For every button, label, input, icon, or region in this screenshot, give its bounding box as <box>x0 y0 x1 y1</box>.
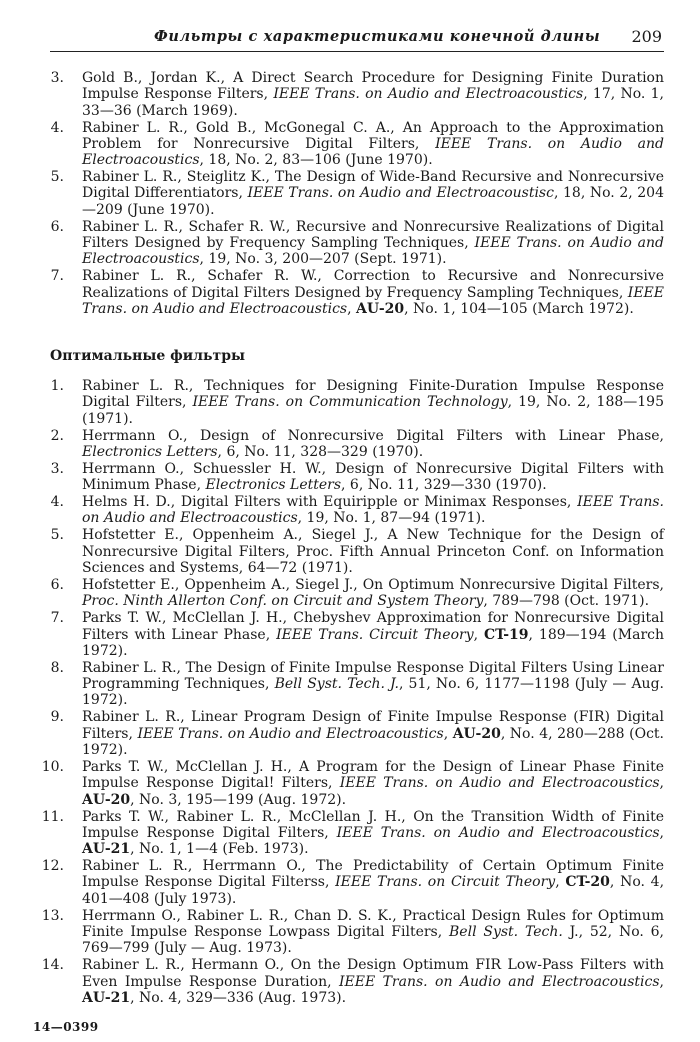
reference-fragment: Rabiner L. R., Gold B., McGonegal C. A., An Approach to the Approximation Problem for Nonrecursive Digital Filters, <box>82 119 664 152</box>
reference-fragment: Rabiner L. R., Linear Program Design of Finite Impulse Response (FIR) Digital Filters, <box>82 709 664 742</box>
reference-text <box>82 709 664 758</box>
reference-text <box>82 461 664 493</box>
reference-item <box>30 858 664 907</box>
reference-fragment: Rabiner L. R., Herrmann O., The Predictability of Certain Optimum Finite Impulse Response Digital Filterss, <box>82 858 664 891</box>
reference-fragment: , <box>659 775 664 792</box>
reference-fragment: Hofstetter E., Oppenheim A., Siegel J., A New Technique for the Design of Nonrecursive Digital Filters, Proc. Fifth Annual Princeton Conf. on Information Sciences and Systems, 64—72 (1971). <box>82 527 664 577</box>
journal-title: IEEE Trans. on Audio and Electroacoustics <box>82 494 664 527</box>
reference-item <box>30 759 664 808</box>
journal-title: Bell Syst. Tech. J. <box>274 676 399 693</box>
reference-fragment: Herrmann O., Rabiner L. R., Chan D. S. K., Practical Design Rules for Optimum Finite Impulse Response Lowpass Digital Filters, <box>82 907 664 941</box>
reference-number: 4. <box>50 119 64 136</box>
reference-fragment: , 19, No. 2, 188—195 (1971). <box>82 394 664 427</box>
journal-title: Proc. Ninth Allerton Conf. on Circuit and System Theory <box>82 593 484 610</box>
reference-item <box>30 461 664 494</box>
volume-label: AU-21 <box>82 841 131 858</box>
section-heading: Оптимальные фильтры <box>50 348 246 364</box>
reference-number: 7. <box>50 610 64 627</box>
reference-text <box>82 120 664 169</box>
reference-fragment: , 18, No. 2, 204—209 (June 1970). <box>82 185 664 218</box>
reference-item <box>30 378 664 427</box>
journal-title: IEEE Trans. Circuit Theory <box>276 626 474 643</box>
reference-number: 5. <box>50 169 64 186</box>
volume-label: CT-19 <box>484 626 529 643</box>
reference-number: 4. <box>50 494 64 511</box>
journal-title: Electronics Letters <box>82 443 218 460</box>
volume-label: AU-20 <box>356 300 405 317</box>
reference-number: 13. <box>41 907 64 924</box>
reference-fragment: , <box>659 973 664 990</box>
reference-item <box>30 908 664 957</box>
reference-text <box>82 219 664 268</box>
reference-number: 1. <box>50 378 64 394</box>
reference-number: 9. <box>50 709 64 726</box>
reference-text <box>82 70 664 119</box>
reference-item <box>30 70 664 119</box>
reference-fragment: Parks T. W., McClellan J. H., Chebyshev Approximation for Nonrecursive Digital Filters with Linear Phase, <box>82 610 664 643</box>
reference-list-continued <box>30 70 664 318</box>
reference-fragment: Herrmann O., Design of Nonrecursive Digital Filters with Linear Phase, <box>82 427 664 444</box>
reference-fragment: , No. 1, 1—4 (Feb. 1973). <box>130 841 309 858</box>
reference-fragment: J., 52, No. 6, 769—799 (July — Aug. 1973). <box>82 924 664 957</box>
reference-text <box>82 169 664 218</box>
reference-text <box>82 494 664 526</box>
reference-number: 3. <box>50 460 64 477</box>
reference-fragment: , No. 4, 401—408 (July 1973). <box>82 874 665 907</box>
reference-fragment: Rabiner L. R., Techniques for Designing Finite-Duration Impulse Response Digital Filters, <box>82 378 664 411</box>
reference-text <box>82 577 664 609</box>
volume-label: AU-21 <box>82 989 131 1006</box>
reference-number: 6. <box>50 577 64 593</box>
reference-text <box>82 378 664 427</box>
reference-number: 8. <box>50 659 64 676</box>
reference-item <box>30 120 664 169</box>
reference-fragment: , 6, No. 11, 328—329 (1970). <box>217 443 424 460</box>
reference-fragment: Gold B., Jordan K., A Direct Search Procedure for Designing Finite Duration Impulse Response Filters, <box>82 70 664 103</box>
journal-title: Bell Syst. Tech. <box>449 924 563 941</box>
volume-label: AU-20 <box>82 791 131 808</box>
journal-title: IEEE Trans. on Audio and Electroacoustics <box>336 824 660 841</box>
reference-number: 2. <box>50 427 64 444</box>
page-number: 209 <box>631 27 662 46</box>
reference-number: 14. <box>41 957 64 974</box>
journal-title: IEEE Trans. on Audio and Electroacoustisc <box>247 185 554 202</box>
journal-title: IEEE Trans. on Audio and Electroacoustics <box>273 86 584 103</box>
reference-item <box>30 494 664 527</box>
reference-item <box>30 957 664 1006</box>
reference-fragment: , <box>347 300 357 317</box>
reference-item <box>30 268 664 317</box>
reference-text <box>82 268 664 317</box>
reference-item <box>30 709 664 758</box>
reference-fragment: Rabiner L. R., The Design of Finite Impulse Response Digital Filters Using Linear Programming Techniques, <box>82 659 664 693</box>
reference-fragment: , No. 3, 195—199 (Aug. 1972). <box>130 791 347 808</box>
reference-fragment: , <box>443 725 453 742</box>
reference-fragment: Helms H. D., Digital Filters with Equiripple or Minimax Responses, <box>82 494 578 511</box>
reference-text <box>82 428 664 460</box>
reference-number: 6. <box>50 218 64 235</box>
reference-fragment: , 17, No. 1, 33—36 (March 1969). <box>82 86 664 119</box>
reference-fragment: , No. 1, 104—105 (March 1972). <box>404 300 634 317</box>
journal-title: Electronics Letters <box>205 477 342 494</box>
running-header <box>50 25 664 52</box>
reference-text <box>82 858 664 907</box>
reference-fragment: , No. 4, 329—336 (Aug. 1973). <box>130 989 347 1006</box>
reference-fragment: , <box>555 874 566 891</box>
reference-item <box>30 428 664 461</box>
reference-fragment: , 51, No. 6, 1177—1198 (July — Aug. 1972). <box>82 676 664 709</box>
reference-item <box>30 660 664 709</box>
journal-title: IEEE Trans. on Audio and Electroacoustics <box>82 235 664 268</box>
reference-fragment: Herrmann O., Schuessler H. W., Design of Nonrecursive Digital Filters with Minimum Phase, <box>82 460 664 494</box>
reference-item <box>30 169 664 218</box>
journal-title: IEEE Trans. on Communication Technology <box>192 394 508 411</box>
reference-number: 5. <box>50 527 64 544</box>
reference-number: 12. <box>41 858 64 875</box>
reference-item <box>30 610 664 659</box>
running-title: Фильтры с характеристиками конечной длины <box>154 28 601 45</box>
reference-text <box>82 610 664 659</box>
reference-item <box>30 809 664 858</box>
reference-text <box>82 957 664 1006</box>
reference-list-optimal-filters <box>30 378 664 1007</box>
reference-fragment: , 18, No. 2, 83—106 (June 1970). <box>199 152 433 169</box>
reference-number: 7. <box>50 268 64 285</box>
journal-title: IEEE Trans. on Circuit Theory <box>335 874 556 891</box>
reference-number: 3. <box>50 70 64 86</box>
reference-text <box>82 809 664 858</box>
printer-signature: 14—0399 <box>33 1020 99 1034</box>
reference-text <box>82 527 664 576</box>
reference-fragment: , 789—798 (Oct. 1971). <box>483 593 650 610</box>
reference-text <box>82 759 664 808</box>
reference-fragment: , 19, No. 3, 200—207 (Sept. 1971). <box>199 251 447 268</box>
reference-fragment: Rabiner L. R., Schafer R. W., Correction to Recursive and Nonrecursive Realizations of Digital Filters Designed by Frequency Sampling Techniques, <box>82 268 664 301</box>
journal-title: IEEE Trans. on Audio and Electroacoustics <box>82 284 664 317</box>
journal-title: IEEE Trans. on Audio and Electroacoustics <box>338 973 660 990</box>
reference-text <box>82 660 664 709</box>
volume-label: CT-20 <box>565 874 610 891</box>
reference-text <box>82 908 664 957</box>
reference-item <box>30 577 664 610</box>
reference-item <box>30 527 664 576</box>
journal-title: IEEE Trans. on Audio and Electroacoustics <box>137 725 444 742</box>
reference-fragment: , <box>659 824 664 841</box>
journal-title: IEEE Trans. on Audio and Electroacoustics <box>339 775 660 792</box>
reference-fragment: , <box>473 626 484 643</box>
volume-label: AU-20 <box>452 725 501 742</box>
reference-fragment: , 6, No. 11, 329—330 (1970). <box>341 477 547 494</box>
reference-fragment: Rabiner L. R., Schafer R. W., Recursive and Nonrecursive Realizations of Digital Filters Designed by Frequency Sampling Techniques, <box>82 218 664 252</box>
reference-fragment: Parks T. W., Rabiner L. R., McClellan J. H., On the Transition Width of Finite Impulse Response Digital Filters, <box>82 808 664 841</box>
journal-title: IEEE Trans. on Audio and Electroacoustics <box>82 135 664 169</box>
reference-fragment: , 189—194 (March 1972). <box>82 626 664 659</box>
reference-item <box>30 219 664 268</box>
reference-fragment: , 19, No. 1, 87—94 (1971). <box>297 510 486 527</box>
reference-fragment: , No. 4, 280—288 (Oct. 1972). <box>82 725 664 759</box>
reference-number: 11. <box>41 808 64 825</box>
reference-fragment: Rabiner L. R., Hermann O., On the Design Optimum FIR Low-Pass Filters with Even Impulse Response Duration, <box>82 957 664 990</box>
reference-fragment: Parks T. W., McClellan J. H., A Program for the Design of Linear Phase Finite Impulse Response Digital! Filters, <box>82 759 664 792</box>
reference-fragment: Rabiner L. R., Steiglitz K., The Design of Wide-Band Recursive and Nonrecursive Digital Differentiators, <box>82 169 664 202</box>
reference-number: 10. <box>41 759 64 776</box>
reference-fragment: Hofstetter E., Oppenheim A., Siegel J., On Optimum Nonrecursive Digital Filters, <box>82 577 664 593</box>
